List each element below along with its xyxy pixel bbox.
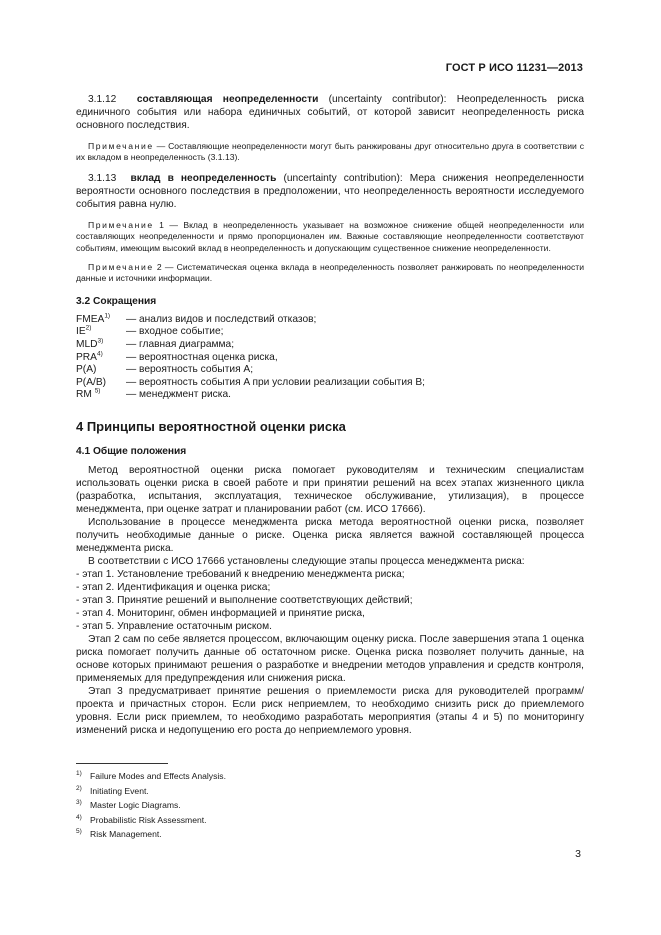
footnote-text: Failure Modes and Effects Analysis. [90,771,226,781]
abbreviation-description: — анализ видов и последствий отказов; [126,313,317,325]
abbreviation-description: — входное событие; [126,326,224,338]
abbreviation-item [76,377,584,390]
abbreviation-term: PRA [76,351,97,363]
footnote-ref: 5) [94,388,101,396]
abbreviation-term: MLD [76,339,98,351]
footnote [76,769,576,784]
abbreviation-term: RM [76,389,95,401]
definition-term: вклад в неопределенность [130,172,277,184]
abbreviation-description: — вероятностная оценка риска, [126,351,278,363]
footnote [76,813,576,828]
note-label: Примечание [88,262,154,273]
footnote-mark: 1) [76,770,82,778]
note-text: — Вклад в неопределенность указывает на возможное снижение общей неопределенности или составляющих неопределенности и прямо пропорционален им. Важные составляющие неопределенности соответствуют событиям, имеющим высокий вклад в неопределенность и допускающим существенное снижение неопределенности. [76,219,584,253]
footnote [76,798,576,813]
abbreviation-term: IE [76,326,86,338]
footnote-ref: 2) [85,325,92,333]
note-3-1-13-2 [76,262,584,285]
footnote-mark: 5) [76,828,82,836]
abbreviation-list [76,314,584,402]
process-step: - этап 5. Управление остаточным риском. [76,621,272,632]
footnote [76,827,576,842]
footnote-text: Risk Management. [90,829,162,840]
process-step: - этап 4. Мониторинг, обмен информацией и принятие риска, [76,608,365,619]
abbreviation-item [76,389,584,402]
definition-text: (uncertainty contributor): Неопределенность риска единичного события или набора единичных событий, от которой зависит неопределенность риска основного последствия. [76,94,584,131]
note-label: Примечание [88,141,154,151]
footnote-ref: 4) [96,350,103,358]
footnote-ref: 1) [104,312,111,320]
section-4-1-title: 4.1 Общие положения [76,446,187,457]
abbreviation-description: — вероятность события A при условии реализации события B; [126,376,425,388]
definition-3-1-12 [76,93,584,132]
definition-number: 3.1.12 [88,94,117,105]
note-text: — Составляющие неопределенности могут быть ранжированы друг относительно друга в соответствии с их вкладом в неопределенность (3.1.13). [76,141,584,163]
note-number: 1 [153,219,164,230]
process-step: - этап 3. Принятие решений и выполнение соответствующих действий; [76,595,413,606]
standard-header: ГОСТ Р ИСО 11231—2013 [445,62,583,74]
body-paragraph: Этап 3 предусматривает принятие решения о приемлемости риска для руководителей программ/проекта и причастных сторон. Если риск неприемлем, то необходимо снизить риск до приемлемого уровня. Если риск приемлем, то необходимо разработать мероприятия (этапы 4 и 5) по мониторингу изменений риска и недопущению его роста до неприемлемого уровня. [76,686,584,736]
process-step: - этап 1. Установление требований к внедрению менеджмента риска; [76,569,405,580]
abbreviation-item [76,364,584,377]
footnote-divider [76,763,168,764]
page-number: 3 [575,848,581,860]
footnote-ref: 3) [97,337,104,345]
footnote-mark: 4) [76,813,82,821]
abbreviation-item [76,352,584,365]
abbreviation-item [76,339,584,352]
footnote-text: Probabilistic Risk Assessment. [90,814,207,825]
footnote-mark: 2) [76,784,82,792]
abbreviation-term: P(A) [76,364,97,376]
footnote [76,784,576,799]
definition-term: составляющая неопределенности [136,94,319,105]
section-4-title: 4 Принципы вероятностной оценки риска [76,419,346,434]
footnote-text: Master Logic Diagrams. [90,800,181,811]
body-paragraph: В соответствии с ИСО 17666 установлены следующие этапы процесса менеджмента риска: [88,556,525,567]
abbreviation-item [76,314,584,327]
footnote-mark: 3) [76,799,82,807]
body-paragraph: Использование в процессе менеджмента риска метода вероятностной оценки риска, позволяет получить необходимые данные о риске. Оценка риска является важной составляющей процесса менеджмента риска. [76,517,584,554]
definition-3-1-13 [76,172,584,211]
note-3-1-13-1 [76,220,584,254]
note-number: 2 [153,262,162,273]
process-step: - этап 2. Идентификация и оценка риска; [76,582,271,593]
abbreviation-description: — менеджмент риска. [126,389,231,401]
section-3-2-title: 3.2 Сокращения [76,295,157,307]
body-paragraph: Метод вероятностной оценки риска помогает руководителям и техническим специалистам использовать оценки риска в своей работе и при принятии решений на всех этапах жизненного цикла (разработка, испытания, эксплуатация, техническое обслуживание, утилизация), в процессе менеджмента, при оценке затрат и планировании работ (см. ИСО 17666). [76,465,584,515]
footnotes [76,769,576,842]
abbreviation-description: — вероятность события A; [126,364,254,376]
definition-number: 3.1.13 [88,172,117,184]
footnote-text: Initiating Event. [90,785,149,796]
body-paragraph: Этап 2 сам по себе является процессом, включающим оценку риска. После завершения этапа 1 оценка риска помогает получить данные об остаточном риске. Оценка риска позволяет получить данные, на основе которых принимают решения о разработке и внедрении методов управления и средств контроля, применяемых для предупреждения или снижения риска. [76,634,584,684]
note-3-1-12 [76,141,584,164]
definition-text: (uncertainty contribution): Мера снижения неопределенности вероятности основного последствия в предположении, что неопределенность вероятности исследуемого события равна нулю. [76,172,584,210]
abbreviation-term: FMEA [76,313,105,325]
note-text: — Систематическая оценка вклада в неопределенность позволяет ранжировать по неопределенности данные и источники информации. [76,262,584,284]
page-content [76,93,584,737]
note-label: Примечание [88,219,154,230]
abbreviation-item [76,326,584,339]
abbreviation-description: — главная диаграмма; [126,339,235,351]
abbreviation-term: P(A/B) [76,376,107,388]
